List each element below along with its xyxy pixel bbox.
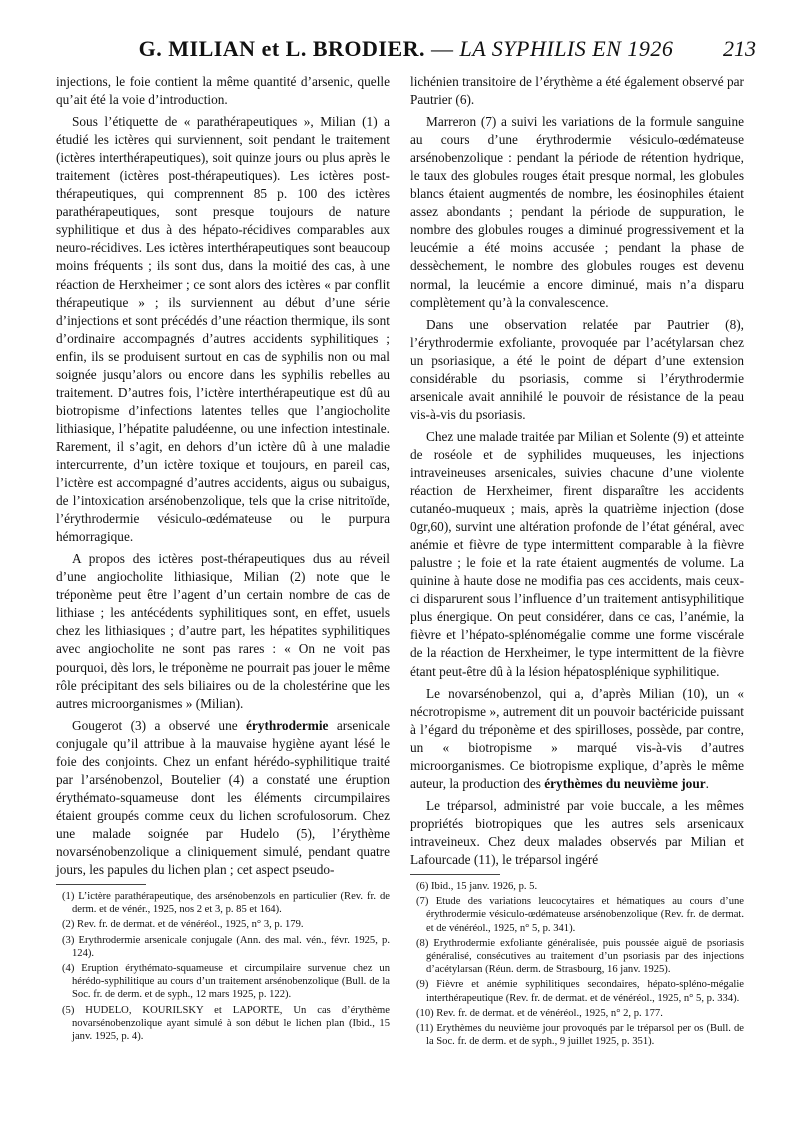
paragraph: Dans une observation relatée par Pautrier (8), l’érythrodermie exfoliante, provoquée par l’acétylarsan chez un psoriasique, a été le point de départ d’une extension considérable du psoriasis, comme si l’érythrodermie arsenicale avait annihilé le pouvoir de résistance de la peau vis-à-vis du psoriasis. [410,316,744,422]
text-run: Gougerot (3) a observé une [72,717,246,733]
footnote: (7) Etude des variations leucocytaires et hématiques au cours d’une érythrodermie vésiculo-œdémateuse arsénobenzolique (Rev. fr. de dermat. et de vénéréol., 1925, n° 5, p. 341). [416,896,744,934]
running-head-separator: — [425,36,460,61]
footnote: (1) L’ictère parathérapeutique, des arsénobenzols en particulier (Rev. fr. de derm. et de vénér., 1925, nos 2 et 3, p. 85 et 164). [62,891,390,916]
footnote: (5) HUDELO, KOURILSKY et LAPORTE, Un cas d’érythème novarsénobenzolique ayant simulé à son début le lichen plan (Ibid., 15 janv. 1925, p. 4). [62,1004,390,1043]
footnote-divider [56,884,146,885]
paragraph: Sous l’étiquette de « parathérapeutiques », Milian (1) a étudié les ictères qui surviennent, soit pendant le traitement (ictères interthérapeutiques), soit quinze jours ou plus après le traitement (ictères post-thérapeutiques). Les ictères post-thérapeutiques, qui comprennent 85 p. 100 des ictères parathérapeutiques, sont presque toujours de nature syphilitique et dus à des hépato-récidives comparables aux neuro-récidives. Les ictères interthérapeutiques sont beaucoup moins fréquents ; ils sont dus, dans la moitié des cas, à une réaction de Herxheimer ; ce sont alors des ictères « par conflit thérapeutique » ; ils surviennent au début d’une série d’injections et sont précédés d’une réaction thermique, ils sont d’ordinaire accompagnés d’autres accidents syphilitiques ; enfin, ils se produisent surtout en cas de syphilis non ou mal soignée jusqu’alors ou encore dans les syphilis rebelles au traitement. D’autres fois, l’ictère interthérapeutique est dû au biotropisme d’infections latentes telles que l’angiocholite lithiasique, l’hépatite paludéenne, ou une infection intestinale. Rarement, il s’agit, en dehors d’un ictère dû à une maladie intercurrente, d’un ictère toxique et toujours, en pareil cas, l’ictère est accompagné d’autres accidents, aigus ou subaigus, de l’intoxication arsénobenzolique, tels que la crise nitritoïde, l’érythrodermie vésiculo-œdémateuse ou le purpura hémorragique. [56,114,390,545]
footnote: (10) Rev. fr. de dermat. et de vénéréol., 1925, n° 2, p. 177. [416,1007,663,1019]
left-footnotes [56,890,390,1043]
paragraph [56,717,390,879]
right-footnotes [410,880,744,1048]
footnote-divider [410,874,500,875]
left-column-text [56,73,390,879]
left-column [56,73,390,1045]
running-head-authors: G. MILIAN et L. BRODIER. [138,36,426,61]
paragraph: A propos des ictères post-thérapeutiques dus au réveil d’une angiocholite lithiasique, Milian (2) note que le tréponème peut être l’agent d’un certain nombre de cas de lithiase ; les antécédents syphilitiques sont, en effet, usuels chez les lithiasiques ; d’autre part, les hépatites syphilitiques avec angiocholite ne sont pas rares : « On ne voit pas pourquoi, dès lors, le tréponème ne pourrait pas jouer le même rôle précipitant des sels biliaires ou de la cholestérine que les autres microorganismes » (Milian). [56,551,390,711]
paragraph: Marreron (7) a suivi les variations de la formule sanguine au cours d’une érythrodermie vésiculo-œdémateuse arsénobenzolique : pendant la période de rétention hydrique, le taux des globules rouges était presque normal, les globules blancs étaient augmentés de nombre, les éosinophiles étaient assez abondants ; pendant la période de suppuration, le nombre des globules rouges a diminué progressivement et la leucémie a été moins accusée ; pendant la phase de dessèchement, le nombre des globules rouges est devenu normal, la leucémie a encore diminué, mais n’a disparu complètement qu’à la convalescence. [410,114,744,310]
footnote: (3) Erythrodermie arsenicale conjugale (Ann. des mal. vén., févr. 1925, p. 124). [62,934,390,959]
footnote: (6) Ibid., 15 janv. 1926, p. 5. [416,881,538,893]
paragraph: lichénien transitoire de l’érythème a été également observé par Pautrier (6). [410,74,744,108]
paragraph: Le tréparsol, administré par voie buccale, a les mêmes propriétés biotropiques que les autres sels arsenicaux intraveineux. Chez deux malades observés par Milian et Lafourcade (11), le tréparsol ingéré [410,797,744,867]
footnote: (9) Fièvre et anémie syphilitiques secondaires, hépato-spléno-mégalie interthérapeutique (Rev. fr. de dermat. et de vénéréol., 1925, n° 5, p. 334). [416,979,744,1004]
running-head-work-title: LA SYPHILIS EN 1926 [459,36,674,61]
footnote: (11) Erythèmes du neuvième jour provoqués par le tréparsol per os (Bull. de la Soc. fr. de derm. et de syph., 9 juillet 1925, p. 351). [416,1023,744,1048]
text-run: . [705,775,709,791]
text-run: arsenicale conjugale qu’il attribue à la mauvaise hygiène ayant lésé le foie des conjoints. Chez un enfant hérédo-syphilitique traité par l’arsénobenzol, Boutelier (4) a constaté une éruption érythémato-squameuse dont les éléments circumpilaires étaient groupés comme ceux du lichen scrofulosorum. Chez une malade soignée par Hudelo (5), l’érythème novarsénobenzolique a cliniquement simulé, pendant quatre jours, les papules du lichen plan ; cet aspect pseudo- [56,717,390,878]
paragraph: Chez une malade traitée par Milian et Solente (9) et atteinte de roséole et de syphilides muqueuses, les injections intraveineuses arsenicales, suivies chacune d’une violente réaction de Herxheimer, firent disparaître les accidents cutanéo-muqueux ; mais, après la quatrième injection (dose 0gr,60), survint une altération profonde de l’état général, avec anémie et fièvre de type intermittent comparable à la fièvre palustre ; le foie et la rate étaient augmentés de volume. La quinine à haute dose ne modifia pas ces accidents, mais ceux-ci disparurent sous l’influence d’un traitement antisyphilitique plus énergique. On peut considérer, dans ce cas, l’anémie, la fièvre et l’hépato-splénomégalie comme une forme viscérale de la réaction de Herxheimer, le type intermittent de la fièvre étant peut-être dû à la lésion hépatosplénique syphilitique. [410,428,744,679]
text-run: Le novarsénobenzol, qui a, d’après Milian (10), un « nécrotropisme », autrement dit un pouvoir bactéricide puissant à l’égard du tréponème et des spirilloses, possède, par contre, un « biotropisme » marqué vis-à-vis d’autres microorganismes. Ce biotropisme explique, d’après le même auteur, la production des [410,685,744,791]
footnote: (4) Eruption érythémato-squameuse et circumpilaire survenue chez un hérédo-syphilitique au cours d’un traitement arsénobenzolique (Bull. de la Soc. fr. de derm. et de syph., 12 mars 1925, p. 122). [62,963,390,1001]
running-title [56,36,756,62]
right-column-text [410,73,744,869]
right-column [410,73,744,1050]
running-head [56,36,756,66]
paragraph [410,685,744,793]
footnote: (8) Erythrodermie exfoliante généralisée, puis poussée aiguë de psoriasis généralisé, consécutives au traitement d’un psoriasis par des injections d’acétylarsan (Réun. derm. de Strasbourg, 16 janv. 1925). [416,937,744,976]
page-number: 213 [723,36,756,61]
bold-term: érythrodermie [246,717,329,733]
bold-term: érythèmes du neuvième jour [544,775,706,791]
paragraph: injections, le foie contient la même quantité d’arsenic, quelle qu’ait été la voie d’introduction. [56,74,390,108]
footnote: (2) Rev. fr. de dermat. et de vénéréol., 1925, n° 3, p. 179. [62,919,304,931]
